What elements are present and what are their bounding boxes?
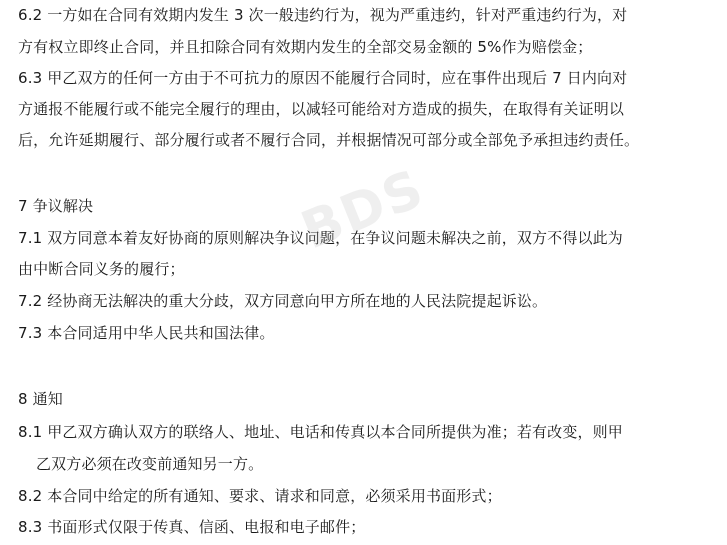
watermark: BDS (293, 158, 433, 262)
clause-8-1-line-1: 8.1 甲乙双方确认双方的联络人、地址、电话和传真以本合同所提供为准；若有改变，则甲 (18, 423, 623, 441)
section-7-heading: 7 争议解决 (18, 197, 94, 215)
clause-7-3: 7.3 本合同适用中华人民共和国法律。 (18, 324, 275, 342)
clause-7-1-line-1: 7.1 双方同意本着友好协商的原则解决争议问题，在争议问题未解决之前，双方不得以此为 (18, 229, 623, 247)
clause-7-2: 7.2 经协商无法解决的重大分歧，双方同意向甲方所在地的人民法院提起诉讼。 (18, 292, 548, 310)
clause-8-1-line-2: 乙双方必须在改变前通知另一方。 (36, 455, 264, 473)
clause-8-3: 8.3 书面形式仅限于传真、信函、电报和电子邮件； (18, 518, 366, 536)
clause-8-2: 8.2 本合同中给定的所有通知、要求、请求和同意，必须采用书面形式； (18, 487, 502, 505)
clause-6-2-line-1: 6.2 一方如在合同有效期内发生 3 次一般违约行为，视为严重违约，针对严重违约行为，对 (18, 6, 628, 24)
clause-7-1-line-2: 由中断合同义务的履行； (18, 260, 185, 278)
clause-6-3-line-3: 后，允许延期履行、部分履行或者不履行合同，并根据情况可部分或全部免予承担违约责任。 (18, 131, 640, 149)
section-8-heading: 8 通知 (18, 390, 63, 408)
clause-6-2-line-2: 方有权立即终止合同，并且扣除合同有效期内发生的全部交易金额的 5%作为赔偿金； (18, 38, 593, 56)
clause-6-3-line-2: 方通报不能履行或不能完全履行的理由，以减轻可能给对方造成的损失，在取得有关证明以 (18, 100, 625, 118)
clause-6-3-line-1: 6.3 甲乙双方的任何一方由于不可抗力的原因不能履行合同时，应在事件出现后 7 日内向对 (18, 69, 628, 87)
